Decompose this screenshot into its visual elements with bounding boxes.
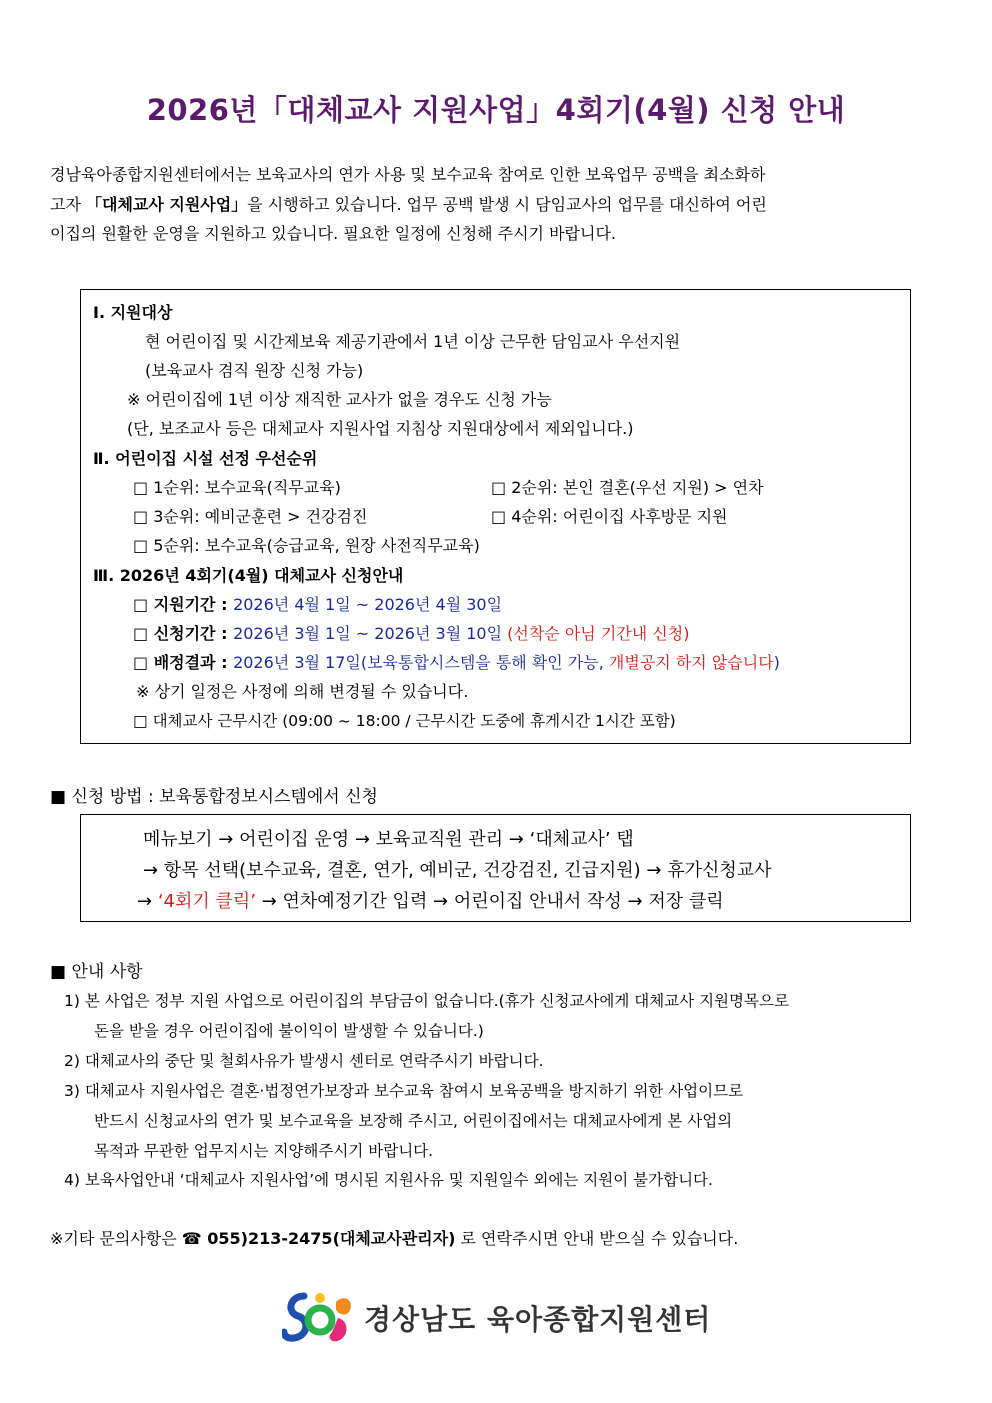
notice-3-line-3: 목적과 무관한 업무지시는 지양해주시기 바랍니다.: [94, 1142, 434, 1160]
intro-line-2c: 을 시행하고 있습니다. 업무 공백 발생 시 담임교사의 업무를 대신하여 어린: [247, 194, 767, 214]
contact-prefix: ※기타 문의사항은: [50, 1229, 182, 1248]
priority-4: □ 4순위: 어린이집 사후방문 지원: [491, 507, 728, 526]
support-period-value: 2026년 4월 1일 ~ 2026년 4월 30일: [233, 595, 503, 614]
contact-line: [50, 1226, 738, 1249]
intro-program-name: 「대체교사 지원사업」: [86, 194, 248, 214]
intro-line-3: 이집의 원활한 운영을 지원하고 있습니다. 필요한 일정에 신청해 주시기 바랍니다.: [50, 224, 616, 243]
assignment-result-note: 개별공지 하지 않습니다: [608, 653, 774, 672]
notice-1-line-2: 돈을 받을 경우 어린이집에 불이익이 발생할 수 있습니다.): [94, 1022, 484, 1040]
method-step-rest: → 연차예정기간 입력 → 어린이집 안내서 작성 → 저장 클릭: [255, 891, 724, 912]
intro-line-1: 경남육아종합지원센터에서는 보육교사의 연가 사용 및 보수교육 참여로 인한 보육업무 공백을 최소화하: [50, 165, 766, 184]
method-arrow: →: [137, 891, 158, 912]
support-period: [133, 594, 502, 616]
intro-paragraph: [50, 160, 943, 249]
priority-5: □ 5순위: 보수교육(승급교육, 원장 사전직무교육): [133, 536, 480, 555]
intro-line-2a: 고자: [50, 194, 86, 214]
notice-2: 2) 대체교사의 중단 및 철회사유가 발생시 센터로 연락주시기 바랍니다.: [64, 1052, 544, 1070]
assignment-result-label: □ 배정결과 :: [133, 653, 234, 672]
apply-period-note: (선착순 아님 기간내 신청): [507, 624, 690, 643]
priority-2: □ 2순위: 본인 결혼(우선 지원) > 연차: [491, 478, 764, 497]
section-1-line-2: (보육교사 겸직 원장 신청 가능): [145, 361, 364, 380]
apply-period-label: □ 신청기간 :: [133, 624, 234, 643]
center-logo-text: 경상남도 육아종합지원센터: [364, 1303, 712, 1336]
assignment-result: [133, 652, 780, 674]
notice-1-line-1: 1) 본 사업은 정부 지원 사업으로 어린이집의 부담금이 없습니다.(휴가 신청교사에게 대체교사 지원명목으로: [64, 992, 789, 1010]
page-title: 2026년「대체교사 지원사업」4회기(4월) 신청 안내: [146, 93, 846, 127]
apply-period: [133, 623, 689, 645]
center-logo-icon: [282, 1288, 354, 1348]
contact-phone: ☎ 055)213-2475(대체교사관리자): [181, 1229, 456, 1248]
notice-3-line-1: 3) 대체교사 지원사업은 결혼·법정연가보장과 보수교육 참여시 보육공백을 방지하기 위한 사업이므로: [64, 1082, 744, 1100]
info-box: [80, 289, 911, 744]
section-1-heading: Ⅰ. 지원대상: [93, 303, 173, 322]
method-heading: ■ 신청 방법 : 보육통합정보시스템에서 신청: [50, 787, 378, 807]
assignment-result-value: 2026년 3월 17일(보육통합시스템을 통해 확인 가능,: [233, 653, 609, 672]
section-1-line-4: (단, 보조교사 등은 대체교사 지원사업 지침상 지원대상에서 제외입니다.): [127, 419, 634, 438]
schedule-change-note: ※ 상기 일정은 사정에 의해 변경될 수 있습니다.: [136, 682, 469, 701]
method-step-line-1: 메뉴보기 → 어린이집 운영 → 보육교직원 관리 → ‘대체교사’ 탭: [143, 829, 634, 850]
contact-suffix: 로 연락주시면 안내 받으실 수 있습니다.: [455, 1229, 739, 1248]
notice-3-line-2: 반드시 신청교사의 연가 및 보수교육을 보장해 주시고, 어린이집에서는 대체교사에게 본 사업의: [94, 1112, 733, 1130]
method-round-click: ‘4회기 클릭’: [157, 891, 256, 912]
method-box: [80, 814, 911, 922]
section-2-heading: Ⅱ. 어린이집 시설 선정 우선순위: [93, 449, 318, 468]
apply-period-value: 2026년 3월 1일 ~ 2026년 3월 10일: [233, 624, 508, 643]
notice-heading: ■ 안내 사항: [50, 962, 143, 982]
section-1-line-3: ※ 어린이집에 1년 이상 재직한 교사가 없을 경우도 신청 가능: [127, 390, 552, 409]
section-3-heading: Ⅲ. 2026년 4회기(4월) 대체교사 신청안내: [93, 566, 404, 585]
priority-1: □ 1순위: 보수교육(직무교육): [133, 478, 341, 497]
support-period-label: □ 지원기간 :: [133, 595, 234, 614]
assignment-result-close: ): [773, 653, 780, 672]
center-logo: [282, 1288, 711, 1348]
method-step-line-3: [137, 887, 724, 913]
work-hours: □ 대체교사 근무시간 (09:00 ~ 18:00 / 근무시간 도중에 휴게시간 1시간 포함): [133, 712, 676, 730]
notice-4: 4) 보육사업안내 ‘대체교사 지원사업’에 명시된 지원사유 및 지원일수 외에는 지원이 불가합니다.: [64, 1171, 713, 1189]
section-1-line-1: 현 어린이집 및 시간제보육 제공기관에서 1년 이상 근무한 담임교사 우선지원: [145, 332, 681, 351]
priority-3: □ 3순위: 예비군훈련 > 건강검진: [133, 507, 368, 526]
method-step-line-2: → 항목 선택(보수교육, 결혼, 연가, 예비군, 건강검진, 긴급지원) → 휴가신청교사: [143, 860, 772, 881]
